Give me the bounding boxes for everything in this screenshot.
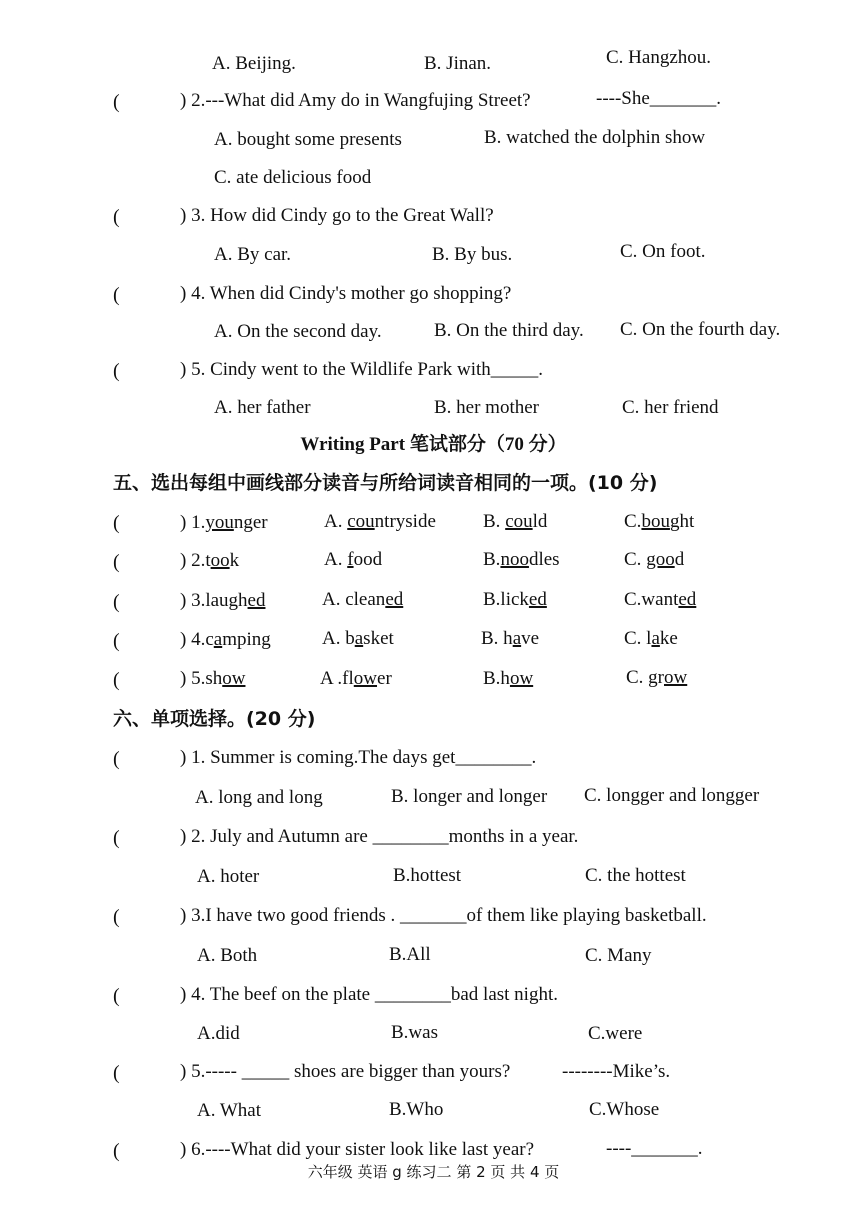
paren: ( <box>113 906 120 928</box>
option-b: B. her mother <box>434 397 540 418</box>
question-text: ) 4. When did Cindy's mother go shopping? <box>180 283 512 304</box>
option-a: A. cleaned <box>322 589 404 610</box>
paren: ( <box>113 591 120 613</box>
option-a: A .flower <box>320 668 392 689</box>
answer-blank: ----She_______. <box>596 88 722 109</box>
option-a: A. countryside <box>324 511 436 532</box>
section-title: 五、选出每组中画线部分读音与所给词读音相同的一项。(10 分) <box>113 472 658 494</box>
option-a: A. Both <box>197 945 258 966</box>
paren: ( <box>113 985 120 1007</box>
option-c: C. grow <box>626 667 688 688</box>
option-b: B.how <box>483 668 534 689</box>
writing-part-heading: Writing Part 笔试部分（70 分） <box>300 434 567 455</box>
question-number: ) 1.younger <box>180 512 268 533</box>
option-c: C. longger and longger <box>584 785 760 806</box>
question-text: ) 2. July and Autumn are ________months in a year. <box>180 826 579 847</box>
question-number: ) 3.laughed <box>180 590 266 611</box>
paren: ( <box>113 206 120 228</box>
option-b: B. have <box>481 628 540 649</box>
question-number: ) 5.show <box>180 668 246 689</box>
option-c: C. On foot. <box>620 241 706 262</box>
option-a: A.did <box>197 1023 240 1044</box>
option-a: A. bought some presents <box>214 129 402 150</box>
option-b: B.noodles <box>483 549 560 570</box>
option-b: B.hottest <box>393 865 462 886</box>
option-a: A. hoter <box>197 866 260 887</box>
option-c: C. On the fourth day. <box>620 319 781 340</box>
option-b: B.Who <box>389 1099 444 1120</box>
question-text: ) 1. Summer is coming.The days get________. <box>180 747 537 768</box>
option-c: C. good <box>624 549 685 570</box>
question-text: ) 2.---What did Amy do in Wangfujing Street? <box>180 90 531 111</box>
option-a: A. By car. <box>214 244 292 265</box>
option-c: C. Hangzhou. <box>606 47 712 68</box>
paren: ( <box>113 630 120 652</box>
option-a: A. What <box>197 1100 262 1121</box>
option-b: B. could <box>483 511 548 532</box>
option-a: A. basket <box>322 628 394 649</box>
option-c: C.bought <box>624 511 695 532</box>
answer-blank: ----_______. <box>606 1138 703 1159</box>
option-a: A. long and long <box>195 787 323 808</box>
option-b: B. longer and longer <box>391 786 548 807</box>
paren: ( <box>113 284 120 306</box>
option-b: B. Jinan. <box>424 53 492 74</box>
option-a: A. her father <box>214 397 311 418</box>
option-b: B. By bus. <box>432 244 513 265</box>
section-title: 六、单项选择。(20 分) <box>113 708 316 730</box>
option-b: B. On the third day. <box>434 320 584 341</box>
question-text: ) 5. Cindy went to the Wildlife Park with_____. <box>180 359 544 380</box>
option-b: B.was <box>391 1022 438 1043</box>
paren: ( <box>113 91 120 113</box>
question-number: ) 4.camping <box>180 629 271 650</box>
option-b: B.All <box>389 944 431 965</box>
option-b: B.licked <box>483 589 547 610</box>
page-footer: 六年级 英语 g 练习二 第 2 页 共 4 页 <box>307 1163 560 1181</box>
paren: ( <box>113 748 120 770</box>
option-c: C.wanted <box>624 589 697 610</box>
paren: ( <box>113 1140 120 1162</box>
question-text: ) 4. The beef on the plate ________bad last night. <box>180 984 558 1005</box>
option-c: C. her friend <box>622 397 719 418</box>
question-text: ) 3.I have two good friends . _______of them like playing basketball. <box>180 905 707 926</box>
option-c: C. the hottest <box>585 865 686 886</box>
answer-text: --------Mike’s. <box>562 1061 671 1082</box>
option-a: A. On the second day. <box>214 321 382 342</box>
option-a: A. Beijing. <box>212 53 296 74</box>
paren: ( <box>113 551 120 573</box>
option-b: B. watched the dolphin show <box>484 127 706 148</box>
option-c: C. lake <box>624 628 678 649</box>
question-text: ) 3. How did Cindy go to the Great Wall? <box>180 205 494 226</box>
question-text: ) 6.----What did your sister look like last year? <box>180 1139 535 1160</box>
paren: ( <box>113 827 120 849</box>
option-c: C. Many <box>585 945 652 966</box>
paren: ( <box>113 360 120 382</box>
question-number: ) 2.took <box>180 550 240 571</box>
paren: ( <box>113 669 120 691</box>
option-c: C. ate delicious food <box>214 167 372 188</box>
option-a: A. food <box>324 549 383 570</box>
option-c: C.Whose <box>589 1099 660 1120</box>
question-text: ) 5.----- _____ shoes are bigger than yours? <box>180 1061 511 1082</box>
option-c: C.were <box>588 1023 643 1044</box>
paren: ( <box>113 512 120 534</box>
paren: ( <box>113 1062 120 1084</box>
